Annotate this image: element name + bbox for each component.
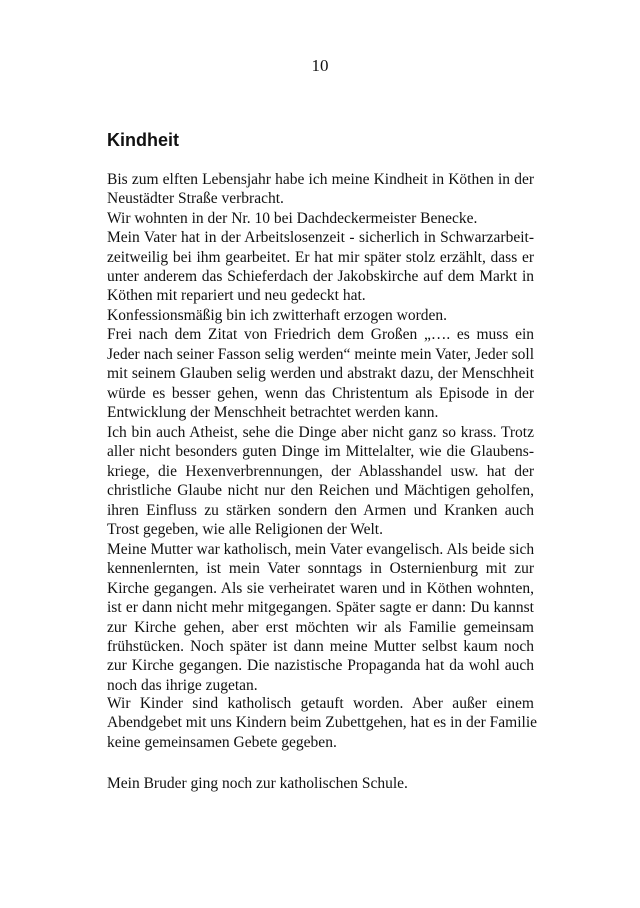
paragraph-1 xyxy=(107,170,534,306)
chapter-heading: Kindheit xyxy=(107,130,179,150)
text-line: Meine Mutter war katholisch, mein Vater evangelisch. Als beide sich xyxy=(107,541,535,558)
text-line: würde es besser gehen, wenn das Christentum als Episode in der xyxy=(107,384,534,402)
text-line: Wir wohnten in der Nr. 10 bei Dachdeckermeister Benecke. xyxy=(107,209,478,227)
text-line: noch das ihrige zugetan. xyxy=(107,676,258,694)
text-line: ihren Einfluss zu stärken sondern den Armen und Kranken auch xyxy=(107,501,534,519)
text-line: ist er dann nicht mehr mitgegangen. Später sagte er dann: Du kannst xyxy=(107,599,534,617)
text-line: Entwicklung der Menschheit betrachtet werden kann. xyxy=(107,404,439,422)
text-line: kriege, die Hexenverbrennungen, der Ablasshandel usw. hat der xyxy=(107,462,534,480)
paragraph-5 xyxy=(107,694,538,752)
text-line: christliche Glaube nicht nur den Reichen und Mächtigen geholfen, xyxy=(107,482,534,500)
text-line: Mein Vater hat in der Arbeitslosenzeit - sicherlich in Schwarzarbeit- xyxy=(107,229,534,247)
paragraph-4 xyxy=(107,540,534,695)
paragraph-6 xyxy=(107,774,534,793)
text-line: Mein Bruder ging noch zur katholischen Schule. xyxy=(107,775,408,792)
text-line: Jeder nach seiner Fasson selig werden“ meinte mein Vater, Jeder soll xyxy=(107,345,534,363)
text-line: Wir Kinder sind katholisch getauft worden. Aber außer einem xyxy=(107,695,534,712)
text-line: Kirche gegangen. Als sie verheiratet waren und in Köthen wohnten, xyxy=(107,579,534,597)
text-line: Ich bin auch Atheist, sehe die Dinge aber nicht ganz so krass. Trotz xyxy=(107,424,534,441)
text-line: aller nicht besonders guten Dinge im Mittelalter, wie die Glaubens- xyxy=(107,443,534,461)
text-line: Konfessionsmäßig bin ich zwitterhaft erzogen worden. xyxy=(107,307,448,324)
paragraph-3 xyxy=(107,423,534,539)
paragraph-2 xyxy=(107,306,534,422)
text-line: frühstücken. Noch später ist dann meine Mutter selbst kaum noch xyxy=(107,638,534,656)
text-line: Trost gegeben, wie alle Religionen der Welt. xyxy=(107,521,383,539)
text-line: zur Kirche gehen, aber erst möchten wir als Familie gemeinsam xyxy=(107,618,534,636)
text-line: Abendgebet mit uns Kindern beim Zubettgehen, hat es in der Familie xyxy=(107,714,538,732)
text-line: kennenlernten, ist mein Vater sonntags in Osternienburg mit zur xyxy=(107,560,534,578)
text-line: Köthen mit repariert und neu gedeckt hat. xyxy=(107,287,366,305)
page-number: 10 xyxy=(311,56,329,75)
text-line: Frei nach dem Zitat von Friedrich dem Großen „…. es muss ein xyxy=(107,326,534,344)
text-line: mit seinem Glauben selig werden und abstrakt dazu, der Menschheit xyxy=(107,365,534,383)
text-line: Neustädter Straße verbracht. xyxy=(107,190,284,208)
text-line: zeitweilig bei ihm gearbeitet. Er hat mir später stolz erzählt, dass er xyxy=(107,248,534,266)
text-line: keine gemeinsamen Gebete gegeben. xyxy=(107,733,337,751)
text-line: unter anderem das Schieferdach der Jakobskirche auf dem Markt in xyxy=(107,268,534,286)
text-line: zur Kirche gegangen. Die nazistische Propaganda hat da wohl auch xyxy=(107,657,534,675)
text-line: Bis zum elften Lebensjahr habe ich meine Kindheit in Köthen in der xyxy=(107,171,534,188)
